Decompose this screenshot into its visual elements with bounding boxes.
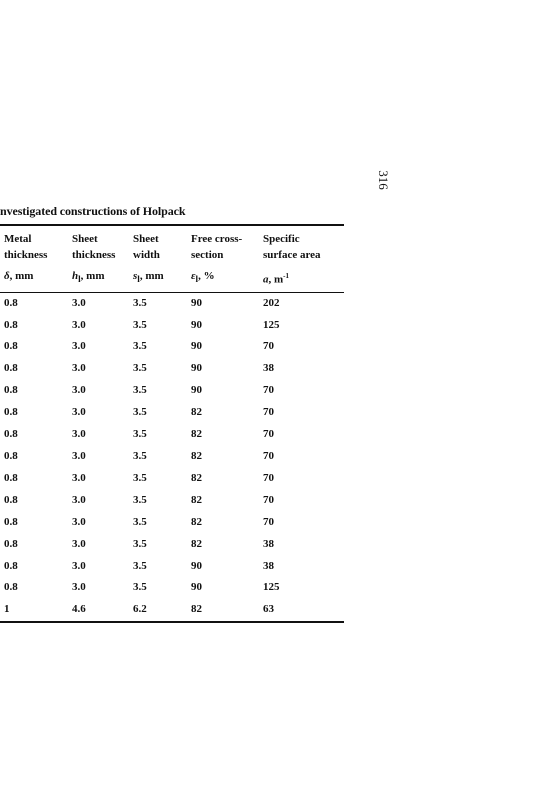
table-body	[0, 292, 344, 621]
table-cell: 0.8	[4, 362, 18, 375]
symbol-cell-free-section: $\varepsilon_l$, %	[191, 263, 263, 292]
table-row	[0, 380, 344, 402]
table-cell: 125	[263, 581, 280, 594]
table-cell: 4.6	[72, 603, 86, 616]
table-cell: 3.5	[133, 406, 147, 419]
table-row	[0, 468, 344, 490]
table-cell: 70	[263, 428, 274, 441]
header-row-2	[0, 247, 344, 263]
table-cell: 3.0	[72, 406, 86, 419]
table-cell: 3.0	[72, 450, 86, 462]
table-cell: 6.2	[133, 603, 147, 616]
header-cell: surface area	[263, 249, 321, 261]
header-cell: Free cross-	[191, 233, 243, 245]
table-bottom-rule	[0, 621, 344, 623]
table-cell: 90	[191, 559, 202, 572]
table-cell: 90	[191, 340, 202, 353]
header-cell: thickness	[4, 249, 48, 261]
table-cell: 90	[191, 581, 202, 594]
header-cell: width	[133, 249, 160, 261]
table-cell: 3.0	[72, 493, 86, 506]
table-cell: 0.8	[4, 493, 18, 506]
table-cell: 0.8	[4, 559, 18, 572]
symbol-cell-surface-area: a, $m^{-1}$	[263, 263, 344, 292]
table-cell: 0.8	[4, 450, 18, 462]
table-cell: 90	[191, 362, 202, 375]
table-cell: 3.0	[72, 471, 86, 484]
table-cell: 70	[263, 406, 274, 419]
table-cell: 0.8	[4, 296, 18, 309]
table-cell: 0.8	[4, 515, 18, 528]
symbol-cell-sheet-thickness: $h_l$, mm	[72, 263, 133, 292]
header-row-symbols	[0, 263, 344, 292]
table-row	[0, 402, 344, 424]
table-cell: 70	[263, 493, 274, 506]
table-cell: 3.0	[72, 428, 86, 441]
symbol-cell-metal-thickness: δ, mm	[0, 263, 72, 292]
table-cell: 3.5	[133, 362, 147, 375]
table-cell: 38	[263, 537, 274, 550]
table-cell: 3.0	[72, 318, 86, 331]
table-cell: 82	[191, 406, 202, 419]
table-cell: 0.8	[4, 340, 18, 353]
table-row	[0, 315, 344, 337]
page-number: 316	[376, 170, 391, 190]
table-row	[0, 512, 344, 534]
header-cell: thickness	[72, 249, 116, 261]
table-cell: 3.5	[133, 537, 147, 550]
table-cell: 3.0	[72, 296, 86, 309]
table-cell: 1	[4, 603, 10, 616]
table-row	[0, 556, 344, 578]
table-cell: 202	[263, 296, 280, 309]
table-cell: 3.5	[133, 296, 147, 309]
header-cell: Metal	[4, 233, 32, 245]
table-cell: 70	[263, 340, 274, 353]
table-cell: 0.8	[4, 406, 18, 419]
table-row	[0, 490, 344, 512]
table-cell: 0.8	[4, 471, 18, 484]
table-caption: nvestigated constructions of Holpack	[0, 204, 186, 218]
table-cell: 3.5	[133, 318, 147, 331]
table-cell: 70	[263, 384, 274, 397]
header-cell: Specific	[263, 233, 300, 245]
table-cell: 0.8	[4, 428, 18, 441]
table-row	[0, 599, 344, 621]
table-cell: 82	[191, 603, 202, 616]
table-cell: 82	[191, 471, 202, 484]
table-cell: 82	[191, 515, 202, 528]
table-cell: 90	[191, 318, 202, 331]
header-cell: Sheet	[133, 233, 159, 245]
table-cell: 0.8	[4, 537, 18, 550]
table-cell: 3.0	[72, 340, 86, 353]
table-cell: 3.0	[72, 537, 86, 550]
table-row	[0, 292, 344, 314]
table-cell: 3.5	[133, 471, 147, 484]
header-cell: section	[191, 249, 224, 261]
table-row	[0, 577, 344, 599]
table-cell: 82	[191, 493, 202, 506]
table-cell: 3.5	[133, 493, 147, 506]
table-cell: 82	[191, 428, 202, 441]
table-cell: 3.5	[133, 581, 147, 594]
table-cell: 125	[263, 318, 280, 331]
table-row	[0, 424, 344, 446]
table-cell: 82	[191, 450, 202, 462]
table-row	[0, 446, 344, 468]
table-cell: 3.5	[133, 515, 147, 528]
header-row-1	[0, 226, 344, 247]
symbol-cell-sheet-width: $s_l$, mm	[133, 263, 191, 292]
table-row	[0, 358, 344, 380]
table-cell: 3.5	[133, 384, 147, 397]
table-cell: 82	[191, 537, 202, 550]
table-cell: 3.0	[72, 384, 86, 397]
table-cell: 0.8	[4, 581, 18, 594]
table-cell: 0.8	[4, 318, 18, 331]
table-row	[0, 534, 344, 556]
table-cell: 3.5	[133, 340, 147, 353]
table-cell: 90	[191, 384, 202, 397]
table-row	[0, 336, 344, 358]
table-cell: 3.0	[72, 362, 86, 375]
header-cell: Sheet	[72, 233, 98, 245]
table-cell: 63	[263, 603, 274, 616]
table-cell: 3.0	[72, 515, 86, 528]
table-cell: 3.5	[133, 559, 147, 572]
holpack-table	[0, 224, 344, 623]
table-cell: 70	[263, 471, 274, 484]
table-cell: 0.8	[4, 384, 18, 397]
table-cell: 3.5	[133, 450, 147, 462]
table-cell: 90	[191, 296, 202, 309]
table-cell: 3.0	[72, 581, 86, 594]
table-cell: 3.5	[133, 428, 147, 441]
table-cell: 70	[263, 450, 274, 462]
table-cell: 38	[263, 362, 274, 375]
data-table	[0, 226, 344, 621]
table-cell: 38	[263, 559, 274, 572]
table-cell: 70	[263, 515, 274, 528]
table-cell: 3.0	[72, 559, 86, 572]
